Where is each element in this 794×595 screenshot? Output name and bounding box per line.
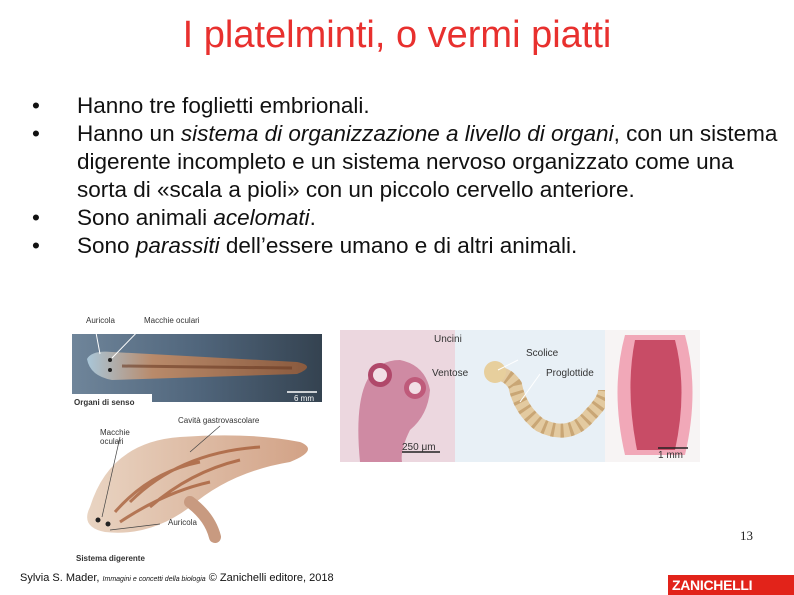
tapeworm-figure xyxy=(340,330,700,462)
bullet-text: . xyxy=(309,205,316,230)
bullet-text: dell’essere umano e di altri animali. xyxy=(219,233,578,258)
label-auricola: Auricola xyxy=(86,316,115,325)
bullet-item-2 xyxy=(30,120,780,204)
bullet-item-4 xyxy=(30,232,780,260)
credit-book-title: Immagini e concetti della biologia xyxy=(102,576,206,583)
label-macchie-oculari: Macchie oculari xyxy=(144,316,200,325)
bullet-marker: • xyxy=(32,233,40,258)
label-scolice: Scolice xyxy=(526,348,559,359)
bullet-text: Hanno un xyxy=(77,121,181,146)
bullet-emphasis: sistema di organizzazione a livello di organi xyxy=(180,121,614,146)
publisher-logo xyxy=(668,575,794,595)
bullet-marker: • xyxy=(32,121,40,146)
tapeworm-illustration xyxy=(340,330,700,462)
label-auricola-2: Auricola xyxy=(168,518,197,527)
label-ventose: Ventose xyxy=(432,368,469,379)
bullet-text: Sono animali xyxy=(77,205,214,230)
bullet-marker: • xyxy=(32,93,40,118)
label-uncini: Uncini xyxy=(434,334,462,345)
bullet-text: , con un sistema digerente incompleto e un sistema nervoso organizzato come una sorta di «scala a pioli» con un piccolo cervello anteriore. xyxy=(77,121,778,202)
bullet-marker: • xyxy=(32,205,40,230)
slide-title: I platelminti, o vermi piatti xyxy=(182,14,612,56)
bullet-item-1 xyxy=(30,92,780,120)
label-scale-6mm: 6 mm xyxy=(294,394,314,403)
label-organi-di-senso: Organi di senso xyxy=(74,398,135,407)
bullet-emphasis: parassiti xyxy=(135,233,220,258)
label-scale-250um: 250 μm xyxy=(402,442,436,453)
bullet-text: Hanno tre foglietti embrionali. xyxy=(77,93,370,118)
bullet-list xyxy=(30,92,780,260)
footer-credit xyxy=(20,572,334,584)
bullet-item-3 xyxy=(30,204,780,232)
label-scale-1mm: 1 mm xyxy=(658,450,683,461)
publisher-logo-text: ZANICHELLI xyxy=(672,577,753,593)
label-proglottide: Proglottide xyxy=(546,368,594,379)
digestive-system-figure xyxy=(70,412,335,568)
label-sistema-digerente: Sistema digerente xyxy=(76,554,145,563)
planaria-photo-figure xyxy=(72,314,332,410)
label-oculari: oculari xyxy=(100,437,124,446)
credit-publisher: © Zanichelli editore, 2018 xyxy=(205,572,334,584)
credit-author: Sylvia S. Mader, xyxy=(20,572,103,584)
page-number: 13 xyxy=(740,528,753,543)
bullet-text: Sono xyxy=(77,233,136,258)
bullet-emphasis: acelomati xyxy=(213,205,310,230)
label-cavita-gastrovascolare: Cavità gastrovascolare xyxy=(178,416,260,425)
planaria-illustration xyxy=(72,314,332,410)
label-macchie: Macchie xyxy=(100,428,130,437)
